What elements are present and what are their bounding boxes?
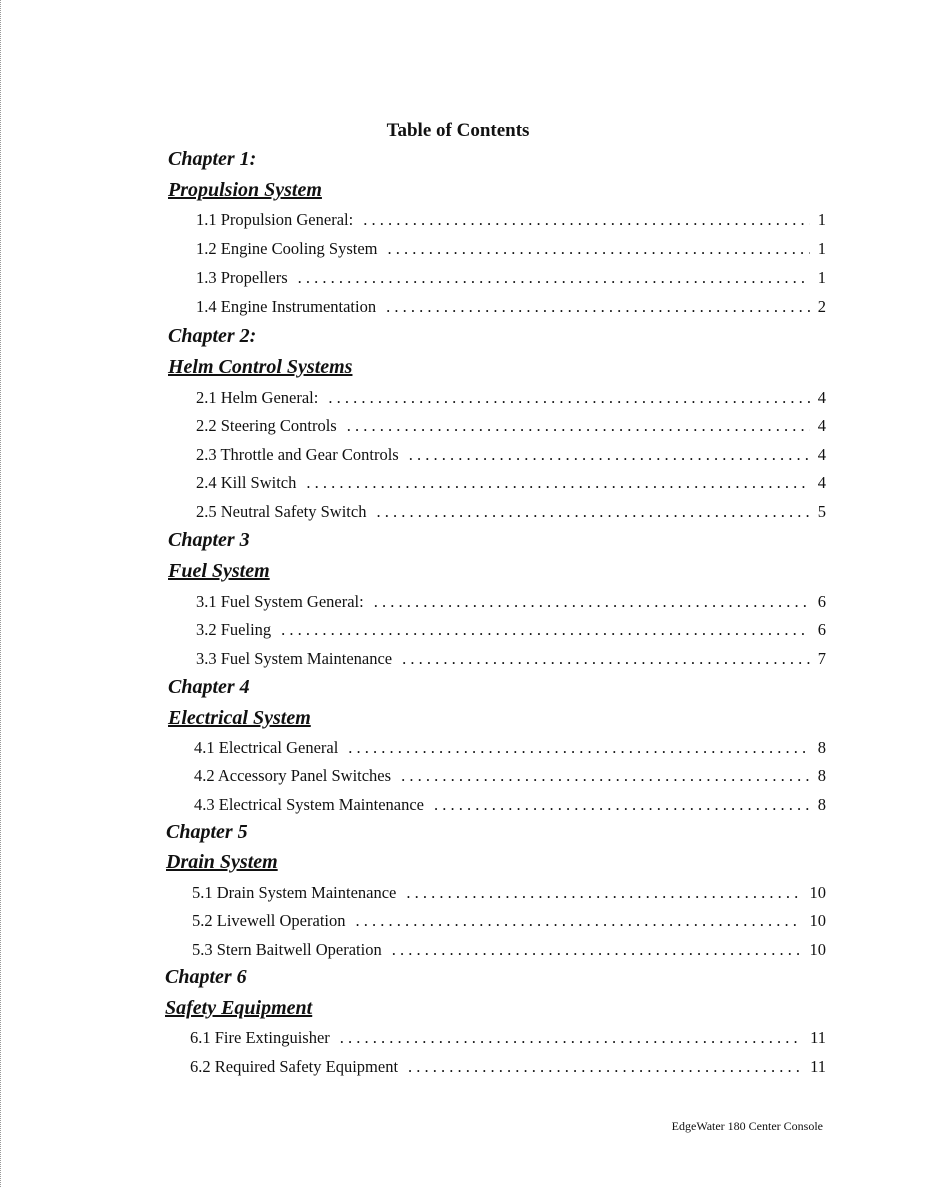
dot-leader [406,883,801,903]
page-footer: EdgeWater 180 Center Console [671,1119,823,1133]
dot-leader [434,795,810,815]
toc-entry [192,883,826,905]
entry-label: 3.2 Fueling [196,620,272,639]
dot-leader [340,1028,802,1048]
entry-page-number: 7 [817,649,826,668]
toc-entry [190,1057,826,1079]
toc-entry [196,210,826,232]
entry-page-number: 10 [809,940,826,959]
toc-entry [196,239,826,261]
entry-label: 5.1 Drain System Maintenance [192,883,397,902]
dot-leader [376,502,809,522]
entry-page-number: 1 [817,239,826,258]
entry-page-number: 6 [817,620,826,639]
toc-entry [196,268,826,290]
entry-label: 6.2 Required Safety Equipment [190,1057,399,1076]
dot-leader [374,592,810,612]
entry-label: 4.3 Electrical System Maintenance [194,795,425,814]
entry-page-number: 8 [817,766,826,785]
chapter-title: Fuel System [168,560,270,582]
dot-leader [348,738,809,758]
entry-page-number: 10 [809,883,826,902]
entry-page-number: 5 [817,502,826,521]
entry-page-number: 4 [817,388,826,407]
entry-label: 2.1 Helm General: [196,388,319,407]
entry-page-number: 4 [817,416,826,435]
toc-entry [194,766,826,788]
dot-leader [306,473,809,493]
chapter-heading: Chapter 2: [168,325,257,347]
toc-entry [192,940,826,962]
dot-leader [401,766,810,786]
entry-label: 3.1 Fuel System General: [196,592,364,611]
toc-entry [196,473,826,495]
toc-entry [196,416,826,438]
entry-page-number: 6 [817,592,826,611]
dot-leader [386,297,810,317]
chapter-heading: Chapter 5 [166,821,248,843]
entry-page-number: 4 [817,473,826,492]
scan-edge [0,0,3,1187]
chapter-title: Helm Control Systems [168,356,353,378]
dot-leader [328,388,809,408]
dot-leader [298,268,810,288]
entry-label: 2.2 Steering Controls [196,416,337,435]
toc-entry [196,502,826,524]
entry-label: 5.3 Stern Baitwell Operation [192,940,382,959]
entry-label: 4.2 Accessory Panel Switches [194,766,392,785]
chapter-heading: Chapter 3 [168,529,250,551]
entry-page-number: 1 [817,210,826,229]
dot-leader [409,445,810,465]
entry-label: 5.2 Livewell Operation [192,911,346,930]
toc-entry [190,1028,826,1050]
toc-entry [196,297,826,319]
entry-page-number: 8 [817,738,826,757]
toc-entry [196,388,826,410]
entry-label: 1.2 Engine Cooling System [196,239,378,258]
dot-leader [392,940,802,960]
toc-entry [196,620,826,642]
entry-page-number: 1 [817,268,826,287]
entry-label: 2.5 Neutral Safety Switch [196,502,367,521]
chapter-heading: Chapter 1: [168,148,257,170]
entry-label: 2.4 Kill Switch [196,473,297,492]
chapter-title: Electrical System [168,707,311,729]
entry-label: 6.1 Fire Extinguisher [190,1028,330,1047]
dot-leader [408,1057,802,1077]
entry-page-number: 8 [817,795,826,814]
dot-leader [402,649,810,669]
entry-page-number: 10 [809,911,826,930]
toc-entry [194,738,826,760]
entry-label: 1.1 Propulsion General: [196,210,354,229]
chapter-title: Propulsion System [168,179,322,201]
dot-leader [388,239,810,259]
entry-page-number: 11 [810,1028,826,1047]
entry-page-number: 2 [817,297,826,316]
entry-label: 2.3 Throttle and Gear Controls [196,445,399,464]
toc-entry [196,445,826,467]
chapter-heading: Chapter 6 [165,966,247,988]
entry-label: 1.3 Propellers [196,268,288,287]
entry-page-number: 11 [810,1057,826,1076]
chapter-title: Safety Equipment [165,997,313,1019]
dot-leader [363,210,810,230]
entry-label: 4.1 Electrical General [194,738,339,757]
dot-leader [347,416,810,436]
entry-label: 3.3 Fuel System Maintenance [196,649,393,668]
toc-entry [194,795,826,817]
entry-page-number: 4 [817,445,826,464]
page-title: Table of Contents [386,120,530,141]
toc-entry [192,911,826,933]
chapter-heading: Chapter 4 [168,676,250,698]
entry-label: 1.4 Engine Instrumentation [196,297,377,316]
toc-entry [196,649,826,671]
toc-entry [196,592,826,614]
chapter-title: Drain System [166,851,278,873]
dot-leader [356,911,802,931]
dot-leader [281,620,810,640]
